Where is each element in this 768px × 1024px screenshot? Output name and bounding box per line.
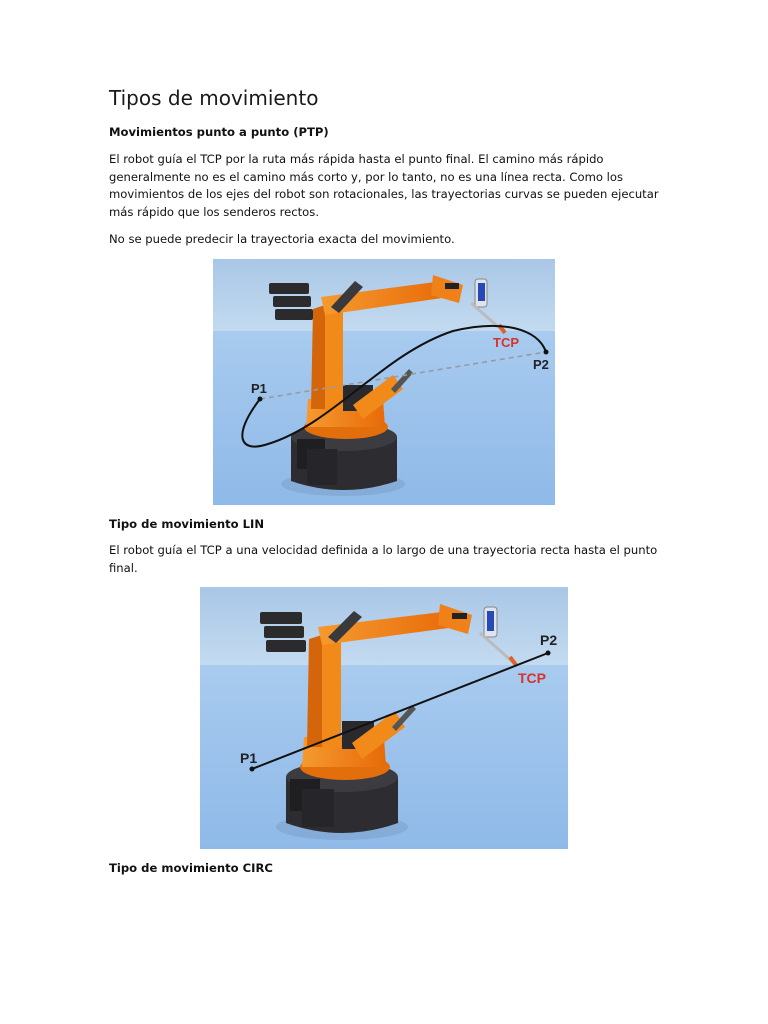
lin-paragraph — [109, 542, 669, 577]
ptp-label-p1: P1 — [251, 381, 267, 396]
ptp-paragraph-line: movimientos de los ejes del robot son rotacionales, las trayectorias curvas se pueden ejecutar — [109, 187, 659, 201]
ptp-paragraph — [109, 151, 669, 221]
lin-robot-illustration — [200, 587, 568, 849]
ptp-robot-illustration — [213, 259, 555, 505]
ptp-label-tcp: TCP — [493, 335, 519, 350]
lin-label-p1: P1 — [240, 750, 258, 766]
lin-heading: Tipo de movimiento LIN — [109, 517, 265, 531]
page-title: Tipos de movimiento — [109, 86, 319, 110]
lin-label-tcp: TCP — [518, 670, 546, 686]
ptp-label-p2: P2 — [533, 357, 549, 372]
lin-paragraph-line: final. — [109, 560, 138, 575]
lin-label-p2: P2 — [540, 632, 558, 648]
ptp-paragraph-line: generalmente no es el camino más corto y, por lo tanto, no es una línea recta. Como los — [109, 169, 624, 184]
ptp-note-text: No se puede predecir la trayectoria exacta del movimiento. — [109, 232, 455, 246]
ptp-paragraph-line: más rápido que los senderos rectos. — [109, 204, 320, 219]
ptp-note — [109, 231, 669, 249]
circ-heading: Tipo de movimiento CIRC — [109, 861, 273, 875]
ptp-heading: Movimientos punto a punto (PTP) — [109, 125, 329, 139]
ptp-paragraph-line: El robot guía el TCP por la ruta más rápida hasta el punto final. El camino más rápido — [109, 152, 604, 166]
ptp-robot-figure — [213, 259, 555, 505]
lin-robot-figure — [200, 587, 568, 849]
lin-paragraph-line: El robot guía el TCP a una velocidad definida a lo largo de una trayectoria recta hasta el punto — [109, 543, 658, 557]
